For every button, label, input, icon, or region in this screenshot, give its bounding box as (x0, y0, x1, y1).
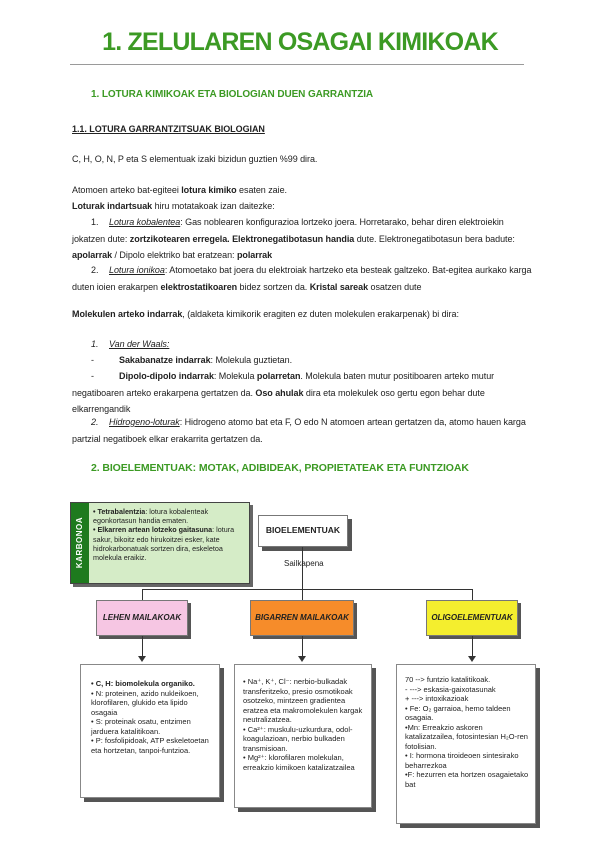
paragraph-loturak: Loturak indartsuak hiru motatakoak izan daitezke: (72, 201, 275, 211)
item-ionikoa: 2. Lotura ionikoa: Atomoetako bat joera du elektroiak hartzeko eta besteak galtzeko. Bat-egitea aurkako karga duten ioien erakarpen elektrostatikoaren bidez sortzen da. Kristal sareak osatzen dute (72, 265, 532, 292)
section2-heading: 2. BIOELEMENTUAK: MOTAK, ADIBIDEAK, PROPIETATEAK ETA FUNTZIOAK (91, 462, 469, 474)
arrow-line-mid (302, 636, 303, 658)
oligo-item: • Fe: O₂ garraioa, hemo taldeen osagaia. (405, 703, 511, 722)
karbonoa-label-bar (71, 503, 89, 583)
paragraph-elements: C, H, O, N, P eta S elementuak izaki bizidun guztien %99 dira. (72, 154, 318, 164)
lehen-mailakoak-head: LEHEN MAILAKOAK (96, 600, 188, 636)
paragraph-atomoen: Atomoen arteko bat-egiteei lotura kimiko esaten zaie. (72, 185, 287, 195)
branch-right (472, 589, 473, 600)
bigarren-item: • Mg²⁺: klorofilaren molekulan, erreakzio kimikoen katalizatzailea (243, 753, 355, 772)
bigarren-item: • Ca²⁺: muskulu-uzkurdura, odol-koagulazioan, nerbio bulkaden transmisioan. (243, 724, 353, 753)
item-vdw: 1. Van der Waals: (91, 339, 170, 349)
item-kobalentea: 1. Lotura kobalentea: Gas noblearen konfigurazioa lortzeko joera. Horretarako, behar diren elektroiekin jokatzen dute: zortzikotearen erregela. Elektronegatibotasun handia dute. Elektronegatibotasun bera badute: apolarrak / Dipolo elektriko bat eratzean: polarrak (72, 217, 515, 260)
oligo-item: •F: hezurren eta hortzen osagaietako bat (405, 770, 529, 789)
item-dipolo: - Dipolo-dipolo indarrak: Molekula polarretan. Molekula baten mutur positiboaren arteko mutur negatiboaren arteko erakarpena gertatzen da. Oso ahulak dira eta molekulek oso gertu egon behar dute elkarrengandik (72, 371, 495, 414)
bigarren-mailakoak-head: BIGARREN MAILAKOAK (250, 600, 354, 636)
arrow-left (138, 656, 146, 662)
bigarren-item: • Na⁺, K⁺, Cl⁻: nerbio-bulkadak transferitzeko, presio osmotikoak osotzeko, mintzeen gradientea eratzea eta makromolekulen kargak neutralizatzea. (243, 677, 363, 724)
oligo-item: •Mn: Erreakzio askoren katalizatzailea, fotosintesian H₂O-ren fotolisian. (405, 722, 528, 751)
bigarren-mailakoak-card (234, 664, 372, 808)
oligo-item: - ---> eskasia-gaixotasunak (405, 684, 496, 694)
branch-connector (142, 589, 472, 590)
lehen-item: • S: proteinak osatu, entzimen jarduera katalitikoan. (91, 717, 191, 736)
paragraph-molekulen: Molekulen arteko indarrak, (aldaketa kimikorik eragiten ez duten molekulen erakarpenak) bi dira: (72, 309, 459, 319)
oligoelementuak-card (396, 664, 536, 824)
oligo-item: • I: hormona tiroideoen sintesirako beharrezkoa (405, 751, 519, 770)
oligo-item: 70 --> funtzio katalitikoak. (405, 675, 491, 684)
lehen-item: • N: proteinen, azido nukleikoen, klorofilaren, glukido eta lipido osagaia (91, 688, 199, 717)
karbonoa-text: • Tetrabalentzia: lotura kobalenteak egonkortasun handia ematen. • Elkarren artean lotzeko gaitasuna: lotura sakur, bikoitz edo hirukoitzei esker, kate hidrokarbonatuak sortzen dira, eskeletoa molekula eraikiz. (93, 507, 235, 563)
sailkapena-label: Sailkapena (284, 559, 324, 568)
branch-mid (302, 589, 303, 600)
item-sakabanatze: - Sakabanatze indarrak: Molekula guztietan. (91, 355, 293, 365)
arrow-line-left (142, 636, 143, 658)
lehen-item: • P: fosfolipidoak, ATP eskeletoetan eta hortzetan, tanpoi-funtzioa. (91, 736, 209, 755)
branch-left (142, 589, 143, 600)
bioelementuak-root: BIOELEMENTUAK (258, 515, 348, 547)
arrow-mid (298, 656, 306, 662)
oligo-item: + ---> intoxikazioak (405, 694, 469, 703)
item-hidrogeno: 2. Hidrogeno-loturak: Hidrogeno atomo bat eta F, O edo N atomoen artean gertatzen da, atomo hauen karga partzial negatiboek elkar erakarrita gertatzen da. (72, 417, 526, 444)
title-divider (70, 64, 524, 65)
arrow-right (468, 656, 476, 662)
karbonoa-label: KARBONOA (75, 517, 85, 569)
lehen-mailakoak-card (80, 664, 220, 798)
lehen-item: • C, H: biomolekula organiko. (91, 679, 195, 688)
subheading: 1.1. LOTURA GARRANTZITSUAK BIOLOGIAN (72, 124, 265, 134)
karbonoa-box (70, 502, 250, 584)
page-title: 1. ZELULAREN OSAGAI KIMIKOAK (102, 28, 498, 56)
arrow-line-right (472, 636, 473, 658)
oligoelementuak-head: OLIGOELEMENTUAK (426, 600, 518, 636)
section1-heading: 1. LOTURA KIMIKOAK ETA BIOLOGIAN DUEN GARRANTZIA (91, 89, 374, 100)
